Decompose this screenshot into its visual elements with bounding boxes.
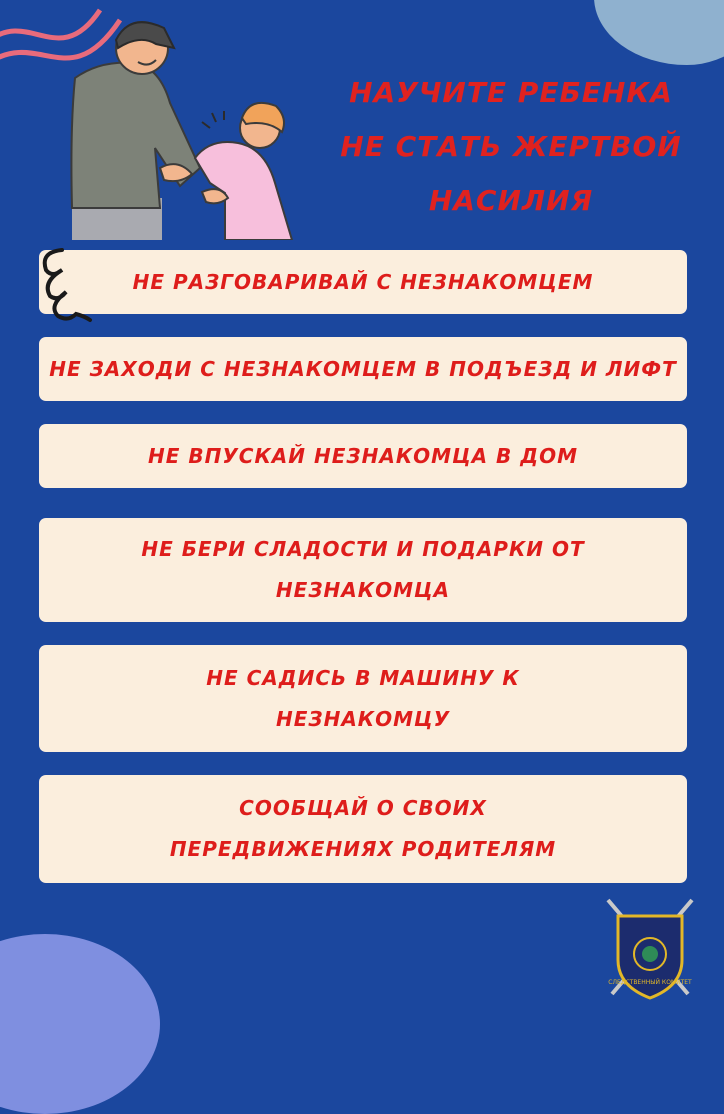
emblem-icon [600, 894, 700, 1004]
rule-text: НЕ РАЗГОВАРИВАЙ С НЕЗНАКОМЦЕМ [132, 269, 594, 294]
rule-text: НЕ ЗАХОДИ С НЕЗНАКОМЦЕМ В ПОДЪЕЗД И ЛИФТ [49, 356, 677, 381]
decorative-blob-top-right [594, 0, 724, 65]
rule-text: НЕ БЕРИ СЛАДОСТИ И ПОДАРКИ ОТ НЕЗНАКОМЦА [141, 537, 585, 602]
rule-box-1 [39, 250, 687, 314]
rule-text: НЕ ВПУСКАЙ НЕЗНАКОМЦА В ДОМ [148, 443, 578, 468]
rule-box-4 [39, 518, 687, 622]
rule-text: НЕ САДИСЬ В МАШИНУ К НЕЗНАКОМЦУ [206, 665, 520, 731]
rule-text: СООБЩАЙ О СВОИХ ПЕРЕДВИЖЕНИЯХ РОДИТЕЛЯМ [169, 796, 557, 861]
man-and-child-illustration [60, 8, 330, 240]
rule-box-2 [39, 337, 687, 401]
rule-box-5 [39, 645, 687, 752]
rule-box-6 [39, 775, 687, 883]
decorative-blob-bottom-left [0, 934, 160, 1114]
poster-title: НАУЧИТЕ РЕБЕНКА НЕ СТАТЬ ЖЕРТВОЙ НАСИЛИЯ [340, 76, 682, 217]
rule-box-3 [39, 424, 687, 488]
emblem-text: СЛЕДСТВЕННЫЙ КОМИТЕТ [608, 979, 692, 986]
squiggle-icon [32, 242, 102, 327]
